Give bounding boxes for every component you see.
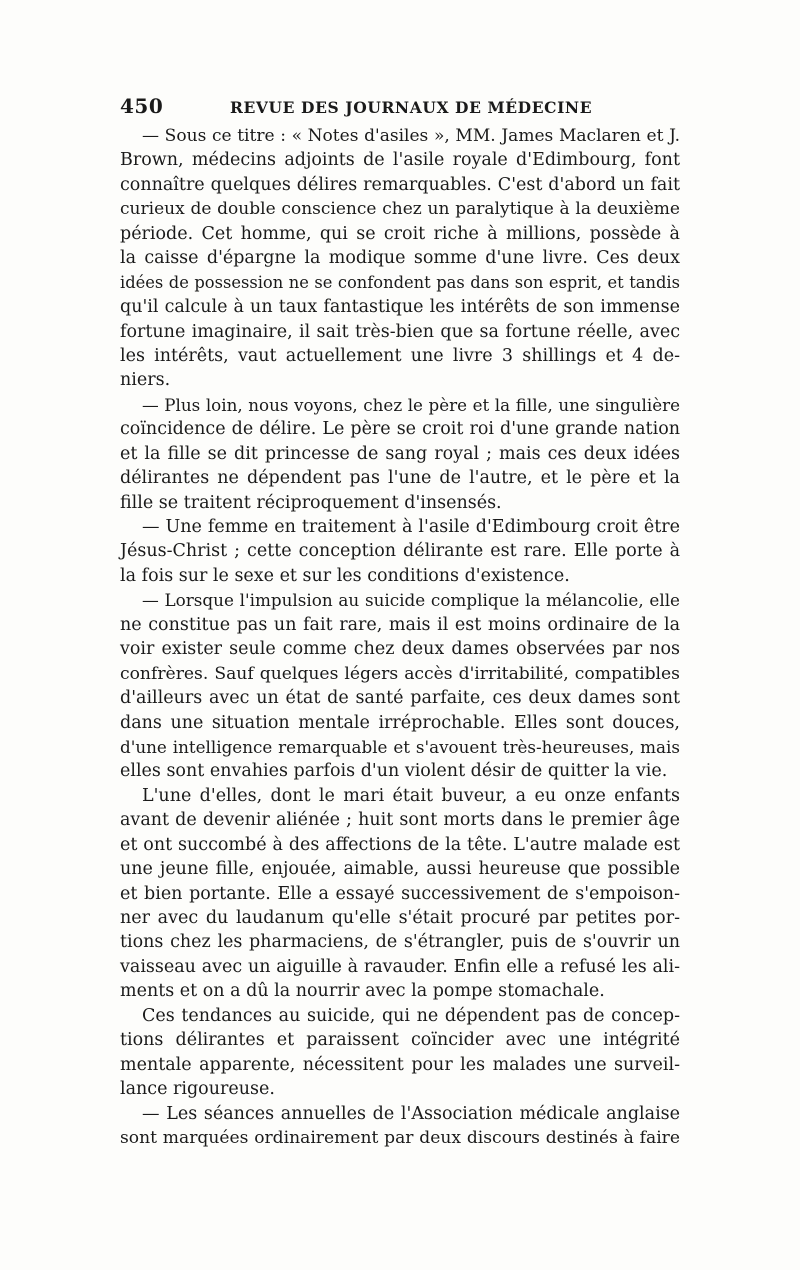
text-line: et bien portante. Elle a essayé successivement de s'empoison- bbox=[120, 883, 680, 904]
text-line: période. Cet homme, qui se croit riche à millions, possède à bbox=[120, 223, 680, 244]
journal-title: REVUE DES JOURNAUX DE MÉDECINE bbox=[230, 98, 593, 117]
text-line: L'une d'elles, dont le mari était buveur, a eu onze enfants bbox=[142, 785, 680, 806]
text-line: ments et on a dû la nourrir avec la pompe stomachale. bbox=[120, 981, 605, 1002]
text-line: la caisse d'épargne la modique somme d'une livre. Ces deux bbox=[120, 248, 680, 269]
text-line: dans une situation mentale irréprochable. Elles sont douces, bbox=[120, 712, 680, 733]
text-line: vaisseau avec un aiguille à ravauder. Enfin elle a refusé les ali- bbox=[120, 956, 680, 977]
text-line: qu'il calcule à un taux fantastique les intérêts de son immense bbox=[120, 297, 680, 318]
text-line: délirantes ne dépendent pas l'une de l'autre, et le père et la bbox=[120, 468, 680, 489]
text-line: tions chez les pharmaciens, de s'étrangler, puis de s'ouvrir un bbox=[120, 932, 680, 953]
text-line: confrères. Sauf quelques légers accès d'irritabilité, compatibles bbox=[120, 663, 680, 684]
text-line: lance rigoureuse. bbox=[120, 1079, 275, 1100]
text-line: une jeune fille, enjouée, aimable, aussi heureuse que possible bbox=[120, 859, 680, 880]
text-line: mentale apparente, nécessitent pour les malades une surveil- bbox=[120, 1054, 680, 1075]
text-line: sont marquées ordinairement par deux discours destinés à faire bbox=[120, 1127, 680, 1148]
text-line: elles sont envahies parfois d'un violent désir de quitter la vie. bbox=[120, 761, 668, 782]
body-text bbox=[120, 124, 680, 1150]
text-line: — Sous ce titre : « Notes d'asiles », MM. James Maclaren et J. bbox=[142, 126, 680, 146]
text-line: fortune imaginaire, il sait très-bien que sa fortune réelle, avec bbox=[120, 321, 680, 342]
text-line: curieux de double conscience chez un paralytique à la deuxième bbox=[120, 199, 680, 220]
text-line: d'une intelligence remarquable et s'avouent très-heureuses, mais bbox=[120, 736, 680, 757]
text-line: idées de possession ne se confondent pas dans son esprit, et tandis bbox=[120, 272, 680, 292]
text-line: et la fille se dit princesse de sang royal ; mais ces deux idées bbox=[120, 443, 680, 464]
text-line: — Une femme en traitement à l'asile d'Edimbourg croit être bbox=[142, 517, 680, 537]
page-number: 450 bbox=[120, 94, 164, 118]
text-line: ne constitue pas un fait rare, mais il est moins ordinaire de la bbox=[120, 614, 680, 635]
text-line: Jésus-Christ ; cette conception délirante est rare. Elle porte à bbox=[120, 541, 680, 562]
text-line: voir exister seule comme chez deux dames observées par nos bbox=[120, 639, 680, 660]
text-line: fille se traitent réciproquement d'insensés. bbox=[120, 492, 502, 513]
text-line: tions délirantes et paraissent coïncider avec une intégrité bbox=[120, 1030, 680, 1051]
text-line: connaître quelques délires remarquables. C'est d'abord un fait bbox=[120, 174, 680, 195]
text-line: avant de devenir aliénée ; huit sont morts dans le premier âge bbox=[120, 810, 680, 831]
text-line: d'ailleurs avec un état de santé parfaite, ces deux dames sont bbox=[120, 688, 680, 709]
text-line: niers. bbox=[120, 370, 171, 391]
text-line: les intérêts, vaut actuellement une livre 3 shillings et 4 de- bbox=[120, 345, 680, 366]
text-line: Ces tendances au suicide, qui ne dépendent pas de concep- bbox=[142, 1005, 680, 1026]
text-line: — Plus loin, nous voyons, chez le père et la fille, une singulière bbox=[142, 394, 680, 415]
text-line: — Les séances annuelles de l'Association médicale anglaise bbox=[142, 1103, 680, 1124]
text-line: — Lorsque l'impulsion au suicide complique la mélancolie, elle bbox=[142, 590, 680, 611]
text-line: la fois sur le sexe et sur les conditions d'existence. bbox=[120, 565, 570, 586]
text-line: ner avec du laudanum qu'elle s'était procuré par petites por- bbox=[120, 908, 680, 928]
text-line: Brown, médecins adjoints de l'asile royale d'Edimbourg, font bbox=[120, 150, 680, 171]
text-line: coïncidence de délire. Le père se croit roi d'une grande nation bbox=[120, 419, 680, 440]
text-line: et ont succombé à des affections de la tête. L'autre malade est bbox=[120, 834, 680, 855]
running-head bbox=[120, 94, 680, 124]
